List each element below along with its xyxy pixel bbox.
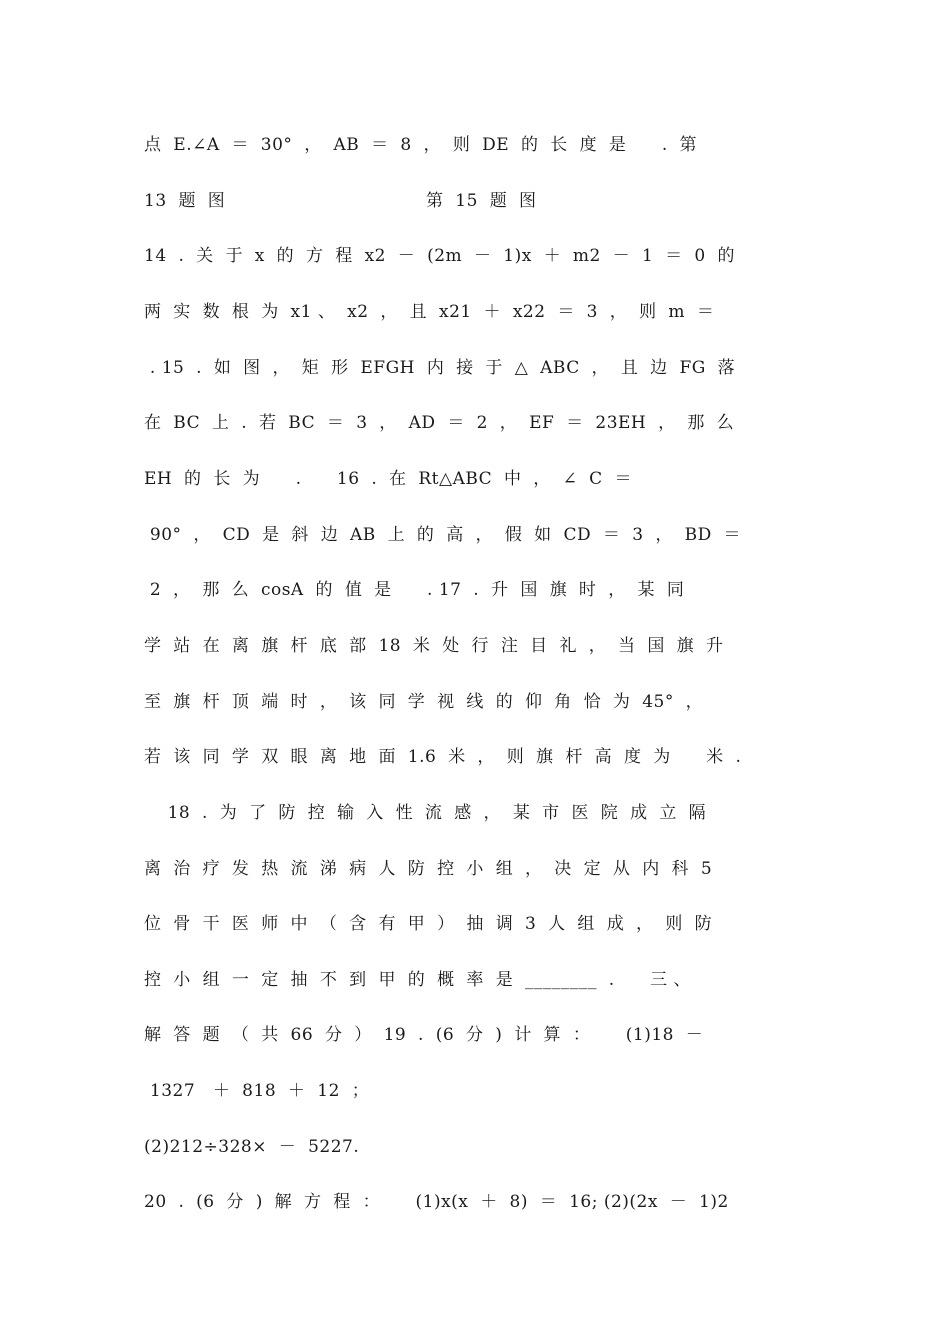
text-line: EH 的 长 为 . 16 . 在 Rt△ABC 中 ， ∠ C ＝ — [144, 469, 632, 489]
text-line: 至 旗 杆 顶 端 时 ， 该 同 学 视 线 的 仰 角 恰 为 45° ， — [144, 692, 704, 712]
text-line: 点 E.∠A ＝ 30° ， AB ＝ 8 ， 则 DE 的 长 度 是 . 第 — [144, 135, 698, 155]
text-line: 90° ， CD 是 斜 边 AB 上 的 高 ， 假 如 CD ＝ 3 ， BD ＝ — [144, 525, 742, 545]
text-line: 2 ， 那 么 cosA 的 值 是 . 17 . 升 国 旗 时 ， 某 同 — [144, 580, 685, 600]
text-line: 解 答 题 （ 共 66 分 ） 19 . (6 分 ) 计 算 ： (1)18 － — [144, 1025, 704, 1045]
text-line: 位 骨 干 医 师 中 （ 含 有 甲 ） 抽 调 3 人 组 成 ， 则 防 — [144, 914, 713, 934]
text-line: 控 小 组 一 定 抽 不 到 甲 的 概 率 是 ________ . 三 、 — [144, 970, 692, 990]
text-line: 14 . 关 于 x 的 方 程 x2 － (2m － 1)x ＋ m2 － 1 ＝ 0 的 — [144, 246, 736, 266]
text-line: 18 . 为 了 防 控 输 入 性 流 感 ， 某 市 医 院 成 立 隔 — [144, 803, 707, 823]
text-line: 1327 ＋ 818 ＋ 12 ； — [144, 1081, 370, 1101]
text-line: . 15 . 如 图 ， 矩 形 EFGH 内 接 于 △ ABC ， 且 边 FG 落 — [144, 358, 736, 378]
text-line: 两 实 数 根 为 x1 、 x2 ， 且 x21 ＋ x22 ＝ 3 ， 则 m ＝ — [144, 302, 715, 322]
text-line: 在 BC 上 . 若 BC ＝ 3 ， AD ＝ 2 ， EF ＝ 23EH ， 那 么 — [144, 413, 735, 433]
text-line: 离 治 疗 发 热 流 涕 病 人 防 控 小 组 ， 决 定 从 内 科 5 — [144, 859, 713, 879]
text-line: 学 站 在 离 旗 杆 底 部 18 米 处 行 注 目 礼 ， 当 国 旗 升 — [144, 636, 724, 656]
text-line: (2)212÷328× － 5227. — [144, 1137, 360, 1157]
text-line: 20 . (6 分 ) 解 方 程 ： (1)x(x ＋ 8) ＝ 16; (2)(2x － 1)2 — [144, 1192, 729, 1212]
text-line: 13 题 图 第 15 题 图 — [144, 191, 537, 211]
text-line: 若 该 同 学 双 眼 离 地 面 1.6 米 ， 则 旗 杆 高 度 为 米 . — [144, 747, 742, 767]
